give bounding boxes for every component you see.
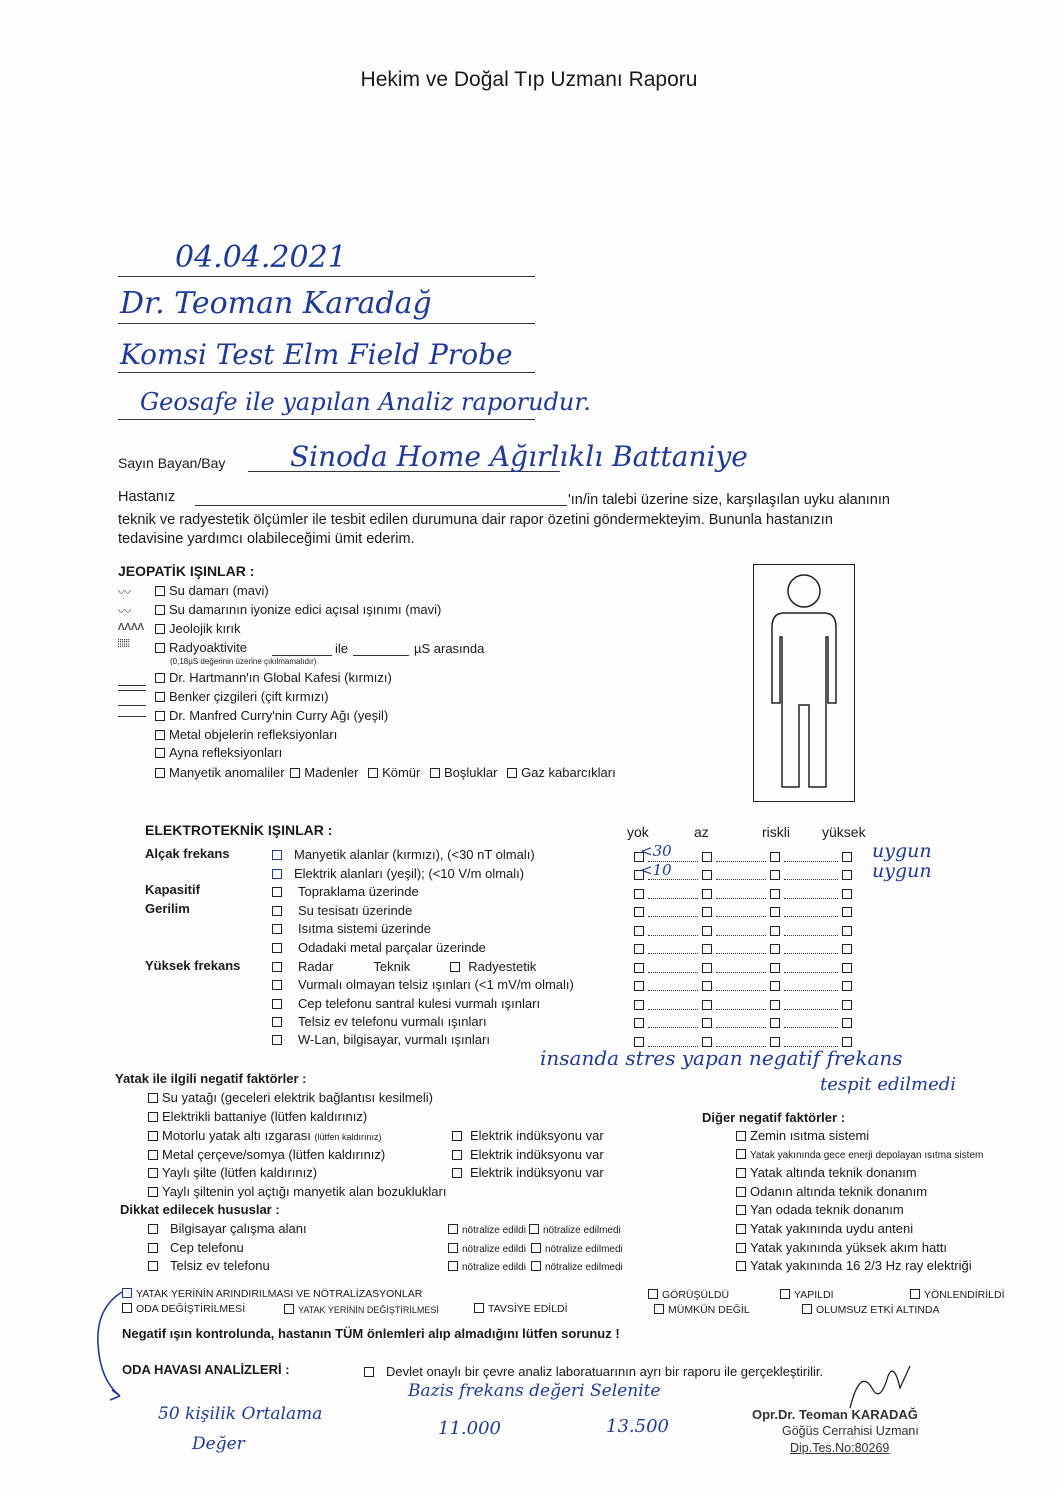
tavsiye-checkbox[interactable]: TAVSİYE EDİLDİ — [474, 1303, 568, 1315]
scale-dots — [784, 990, 838, 991]
elektro-row-0[interactable]: Manyetik alanlar (kırmızı), (<30 nT olmalı) — [272, 847, 535, 862]
mumkun-checkbox[interactable]: MÜMKÜN DEĞİL — [654, 1304, 750, 1316]
scale-dots — [648, 990, 698, 991]
jeopatik-item-0[interactable]: Su damarı (mavi) — [155, 583, 269, 598]
col-yuksek: yüksek — [822, 824, 866, 840]
scale-checkbox[interactable] — [702, 1000, 712, 1010]
diger-item-5[interactable]: Yatak yakınında uydu anteni — [736, 1221, 913, 1236]
scale-row — [630, 924, 860, 938]
signature-name: Opr.Dr. Teoman KARADAĞ — [752, 1407, 918, 1422]
scale-checkbox[interactable] — [770, 981, 780, 991]
yatak-item-5[interactable]: Yaylı şiltenin yol açtığı manyetik alan bozuklukları — [148, 1184, 446, 1199]
scale-checkbox[interactable] — [702, 981, 712, 991]
scale-checkbox[interactable] — [770, 852, 780, 862]
scale-checkbox[interactable] — [842, 907, 852, 917]
scale-row — [630, 961, 860, 975]
jeopatik-last-row — [155, 765, 616, 780]
yapildi-checkbox[interactable]: YAPILDI — [780, 1289, 834, 1301]
scale-checkbox[interactable] — [634, 1018, 644, 1028]
scale-dots — [716, 861, 766, 862]
scale-checkbox[interactable] — [770, 1000, 780, 1010]
radyo-ile: ile — [335, 641, 349, 656]
elektro-row-6[interactable]: Vurmalı olmayan telsiz ışınları (<1 mV/m olmalı) — [272, 977, 574, 992]
jeopatik-heading: JEOPATİK IŞINLAR : — [118, 563, 255, 579]
page-title: Hekim ve Doğal Tıp Uzmanı Raporu — [360, 68, 698, 91]
notr-row-0[interactable]: nötralize edildi nötralize edilmedi — [448, 1224, 621, 1236]
scale-dots — [648, 879, 698, 880]
scale-dots — [648, 953, 698, 954]
scale-dots — [648, 1009, 698, 1010]
warning-text: Negatif ışın kontrolunda, hastanın TÜM önlemleri alıp almadığını lütfen sorunuz ! — [122, 1326, 620, 1341]
elektro-row-4[interactable]: Isıtma sistemi üzerinde — [272, 921, 431, 936]
group-kapasitif: Kapasitif — [145, 882, 200, 897]
scale-checkbox[interactable] — [842, 870, 852, 880]
wave-icon: 〰 — [118, 604, 132, 619]
elektro-row-1[interactable]: Elektrik alanları (yeşil); (<10 V/m olmalı) — [272, 866, 524, 881]
scale-dots — [784, 1009, 838, 1010]
scale-dots — [716, 1027, 766, 1028]
human-figure-icon — [754, 565, 854, 801]
group-alcak: Alçak frekans — [145, 846, 230, 861]
jeopatik-item-6[interactable]: Dr. Manfred Curry'nin Curry Ağı (yeşil) — [155, 708, 388, 723]
scale-dots — [784, 861, 838, 862]
scale-checkbox[interactable] — [770, 963, 780, 973]
dots-icon: ⁞⁞⁞⁞⁞⁞ — [117, 638, 130, 650]
wave-icon: 〰 — [118, 585, 132, 600]
scale-checkbox[interactable] — [702, 889, 712, 899]
scale-dots — [648, 935, 698, 936]
elektro-row-8[interactable]: Telsiz ev telefonu vurmalı ışınları — [272, 1014, 487, 1029]
scale-dots — [784, 916, 838, 917]
handwritten-doctor: Dr. Teoman Karadağ — [120, 286, 432, 321]
scale-checkbox[interactable] — [702, 944, 712, 954]
scale-row — [630, 942, 860, 956]
bosluklar-checkbox[interactable]: Boşluklar — [424, 765, 497, 780]
diger-item-7[interactable]: Yatak yakınında 16 2/3 Hz ray elektriği — [736, 1258, 972, 1273]
yatakyeri-checkbox[interactable]: YATAK YERİNİN DEĞİŞTİRİLMESİ — [284, 1304, 439, 1315]
intro-suffix: 'ın/in talebi üzerine size, karşılaşılan uyku alanının — [568, 492, 890, 508]
induk-3[interactable]: Elektrik indüksyonu var — [452, 1165, 604, 1180]
jeopatik-item-5[interactable]: Benker çizgileri (çift kırmızı) — [155, 689, 329, 704]
scale-checkbox[interactable] — [842, 926, 852, 936]
jeopatik-item-4[interactable]: Dr. Hartmann'ın Global Kafesi (kırmızı) — [155, 670, 392, 685]
gorusuldu-checkbox[interactable]: GÖRÜŞÜLDÜ — [648, 1289, 729, 1301]
handwritten-value-1: 11.000 — [438, 1418, 501, 1439]
scale-checkbox[interactable] — [770, 944, 780, 954]
handwritten-device2: Geosafe ile yapılan Analiz raporudur. — [140, 388, 591, 416]
diger-item-6[interactable]: Yatak yakınında yüksek akım hattı — [736, 1240, 947, 1255]
scale-row — [630, 1016, 860, 1030]
scale-checkbox[interactable] — [770, 1018, 780, 1028]
elektro-row-7[interactable]: Cep telefonu santral kulesi vurmalı ışınları — [272, 996, 540, 1011]
signature-title: Göğüs Cerrahisi Uzmanı — [782, 1424, 919, 1438]
radyo-note: (0,18µS değerinin üzerine çıkılmamalıdır) — [170, 657, 317, 666]
group-yuksek: Yüksek frekans — [145, 958, 241, 973]
jeopatik-item-8[interactable]: Ayna refleksiyonları — [155, 745, 282, 760]
scale-dots — [716, 879, 766, 880]
scale-dots — [716, 972, 766, 973]
scale-checkbox[interactable] — [634, 981, 644, 991]
col-riskli: riskli — [762, 824, 790, 840]
diger-item-1[interactable]: Yatak yakınında gece enerji depolayan ısıtma sistem — [736, 1149, 983, 1161]
zigzag-icon: ʌʌʌʌ — [118, 618, 144, 633]
bed-diagram — [753, 564, 855, 802]
scale-row — [630, 979, 860, 993]
scale-dots — [716, 916, 766, 917]
handwritten-avg-2: Değer — [192, 1434, 245, 1454]
elektro-row-9[interactable]: W-Lan, bilgisayar, vurmalı ışınları — [272, 1032, 490, 1047]
scale-row — [630, 905, 860, 919]
scale-checkbox[interactable] — [634, 1000, 644, 1010]
signature-dip: Dip.Tes.No:80269 — [790, 1441, 890, 1455]
diger-item-2[interactable]: Yatak altında teknik donanım — [736, 1165, 917, 1180]
jeopatik-item-3[interactable]: Radyoaktivite — [155, 640, 247, 655]
scale-checkbox[interactable] — [770, 889, 780, 899]
dikkat-item-2[interactable]: Telsiz ev telefonu — [148, 1258, 270, 1273]
scale-dots — [784, 935, 838, 936]
scale-checkbox[interactable] — [702, 852, 712, 862]
komur-checkbox[interactable]: Kömür — [362, 765, 420, 780]
arindirma-main[interactable]: YATAK YERİNİN ARINDIRILMASI VE NÖTRALİZASYONLAR — [122, 1288, 422, 1300]
yatak-item-4[interactable]: Yaylı şilte (lütfen kaldırınız) — [148, 1165, 317, 1180]
yatak-heading: Yatak ile ilgili negatif faktörler : — [115, 1071, 307, 1086]
olumsuz-checkbox[interactable]: OLUMSUZ ETKİ ALTINDA — [802, 1304, 940, 1316]
gaz-checkbox[interactable]: Gaz kabarcıkları — [501, 765, 616, 780]
handwritten-uygun-1: uygun — [872, 840, 932, 862]
handwritten-recipient: Sinoda Home Ağırlıklı Battaniye — [290, 440, 748, 473]
yatak-item-3[interactable]: Metal çerçeve/somya (lütfen kaldırınız) — [148, 1147, 385, 1162]
scale-checkbox[interactable] — [634, 907, 644, 917]
yatak-item-1[interactable]: Elektrikli battaniye (lütfen kaldırınız) — [148, 1109, 367, 1124]
col-yok: yok — [627, 824, 649, 840]
intro-line2: teknik ve radyestetik ölçümler ile tesbit edilen durumuna dair rapor özetini göndermekteyim. Bununla hastanızın — [118, 512, 833, 528]
oda-checkbox[interactable]: ODA DEĞİŞTİRİLMESİ — [122, 1303, 245, 1315]
dikkat-item-0[interactable]: Bilgisayar çalışma alanı — [148, 1221, 307, 1236]
induk-1[interactable]: Elektrik indüksyonu var — [452, 1128, 604, 1143]
signature-scribble-icon — [840, 1358, 920, 1418]
notr-row-1[interactable]: nötralize edildi nötralize edilmedi — [448, 1243, 623, 1255]
scale-dots — [716, 953, 766, 954]
diger-item-0[interactable]: Zemin ısıtma sistemi — [736, 1128, 869, 1143]
scale-dots — [784, 972, 838, 973]
scale-dots — [716, 1009, 766, 1010]
scale-dots — [648, 972, 698, 973]
manyetik-anomaliler-checkbox[interactable]: Manyetik anomaliler — [155, 765, 285, 780]
handwritten-negative-1: insanda stres yapan negatif frekans — [540, 1046, 903, 1070]
dikkat-heading: Dikkat edilecek hususlar : — [120, 1202, 280, 1217]
hastaniz-label: Hastanız — [118, 489, 176, 505]
oda-havasi-row[interactable]: Devlet onaylı bir çevre analiz laboratuarının ayrı bir raporu ile gerçekleştirilir. — [364, 1364, 823, 1379]
diger-heading: Diğer negatif faktörler : — [702, 1110, 846, 1125]
scale-checkbox[interactable] — [702, 870, 712, 880]
elektro-row-5[interactable]: Odadaki metal parçalar üzerinde — [272, 940, 486, 955]
intro-line3: tedavisine yardımcı olabileceğimi ümit ederim. — [118, 531, 415, 547]
group-gerilim: Gerilim — [145, 901, 190, 916]
scale-dots — [648, 898, 698, 899]
elektro-heading: ELEKTROTEKNİK IŞINLAR : — [145, 822, 333, 838]
radyo-unit: µS arasında — [414, 641, 485, 656]
jeopatik-item-1[interactable]: Su damarının iyonize edici açısal ışınımı (mavi) — [155, 602, 441, 617]
handwritten-date: 04.04.2021 — [175, 240, 347, 275]
scale-row — [630, 887, 860, 901]
induk-2[interactable]: Elektrik indüksyonu var — [452, 1147, 604, 1162]
scale-checkbox[interactable] — [770, 926, 780, 936]
col-az: az — [694, 824, 709, 840]
scale-checkbox[interactable] — [770, 907, 780, 917]
diger-item-3[interactable]: Odanın altında teknik donanım — [736, 1184, 927, 1199]
handwritten-low-elec: <10 — [640, 861, 672, 879]
elektro-row-2[interactable]: Topraklama üzerinde — [272, 884, 419, 899]
scale-checkbox[interactable] — [634, 926, 644, 936]
handwritten-avg-1: 50 kişilik Ortalama — [158, 1404, 323, 1424]
scale-checkbox[interactable] — [842, 981, 852, 991]
arrow-annotation-icon — [92, 1288, 132, 1406]
scale-checkbox[interactable] — [702, 1018, 712, 1028]
scale-dots — [716, 898, 766, 899]
scale-row — [630, 998, 860, 1012]
scale-dots — [648, 916, 698, 917]
scale-checkbox[interactable] — [770, 870, 780, 880]
madenler-checkbox[interactable]: Madenler — [288, 765, 358, 780]
scale-checkbox[interactable] — [842, 852, 852, 862]
scale-dots — [784, 879, 838, 880]
handwritten-low-mag: <30 — [640, 842, 672, 860]
handwritten-bazis: Bazis frekans değeri Selenite — [408, 1381, 661, 1401]
scale-checkbox[interactable] — [634, 963, 644, 973]
handwritten-uygun-2: uygun — [872, 860, 932, 882]
scale-checkbox[interactable] — [842, 1018, 852, 1028]
diger-item-4[interactable]: Yan odada teknik donanım — [736, 1202, 904, 1217]
scale-checkbox[interactable] — [634, 944, 644, 954]
scale-checkbox[interactable] — [842, 1000, 852, 1010]
scale-checkbox[interactable] — [842, 963, 852, 973]
salutation-label: Sayın Bayan/Bay — [118, 455, 226, 471]
elektro-row-radar[interactable]: Radar Teknik Radyestetik — [272, 959, 536, 974]
handwritten-negative-2: tespit edilmedi — [820, 1074, 957, 1095]
scale-checkbox[interactable] — [634, 889, 644, 899]
scale-dots — [784, 1027, 838, 1028]
jeopatik-item-2[interactable]: Jeolojik kırık — [155, 621, 241, 636]
jeopatik-item-7[interactable]: Metal objelerin refleksiyonları — [155, 727, 337, 742]
scale-checkbox[interactable] — [842, 944, 852, 954]
yatak-item-2[interactable]: Motorlu yatak altı ızgarası (lütfen kaldırınız) — [148, 1128, 382, 1143]
scale-dots — [648, 1027, 698, 1028]
scale-checkbox[interactable] — [702, 963, 712, 973]
dikkat-item-1[interactable]: Cep telefonu — [148, 1240, 244, 1255]
scale-dots — [784, 898, 838, 899]
scale-checkbox[interactable] — [702, 907, 712, 917]
oda-havasi-heading: ODA HAVASI ANALİZLERİ : — [122, 1362, 290, 1377]
notr-row-2[interactable]: nötralize edildi nötralize edilmedi — [448, 1261, 623, 1273]
yonlendirildi-checkbox[interactable]: YÖNLENDİRİLDİ — [910, 1289, 1005, 1301]
handwritten-value-2: 13.500 — [606, 1416, 669, 1437]
scale-dots — [784, 953, 838, 954]
elektro-row-3[interactable]: Su tesisatı üzerinde — [272, 903, 412, 918]
scale-checkbox[interactable] — [842, 889, 852, 899]
handwritten-device: Komsi Test Elm Field Probe — [120, 338, 513, 371]
yatak-item-0[interactable]: Su yatağı (geceleri elektrik bağlantısı kesilmeli) — [148, 1090, 433, 1105]
scale-dots — [716, 935, 766, 936]
scale-checkbox[interactable] — [702, 926, 712, 936]
scale-dots — [716, 990, 766, 991]
